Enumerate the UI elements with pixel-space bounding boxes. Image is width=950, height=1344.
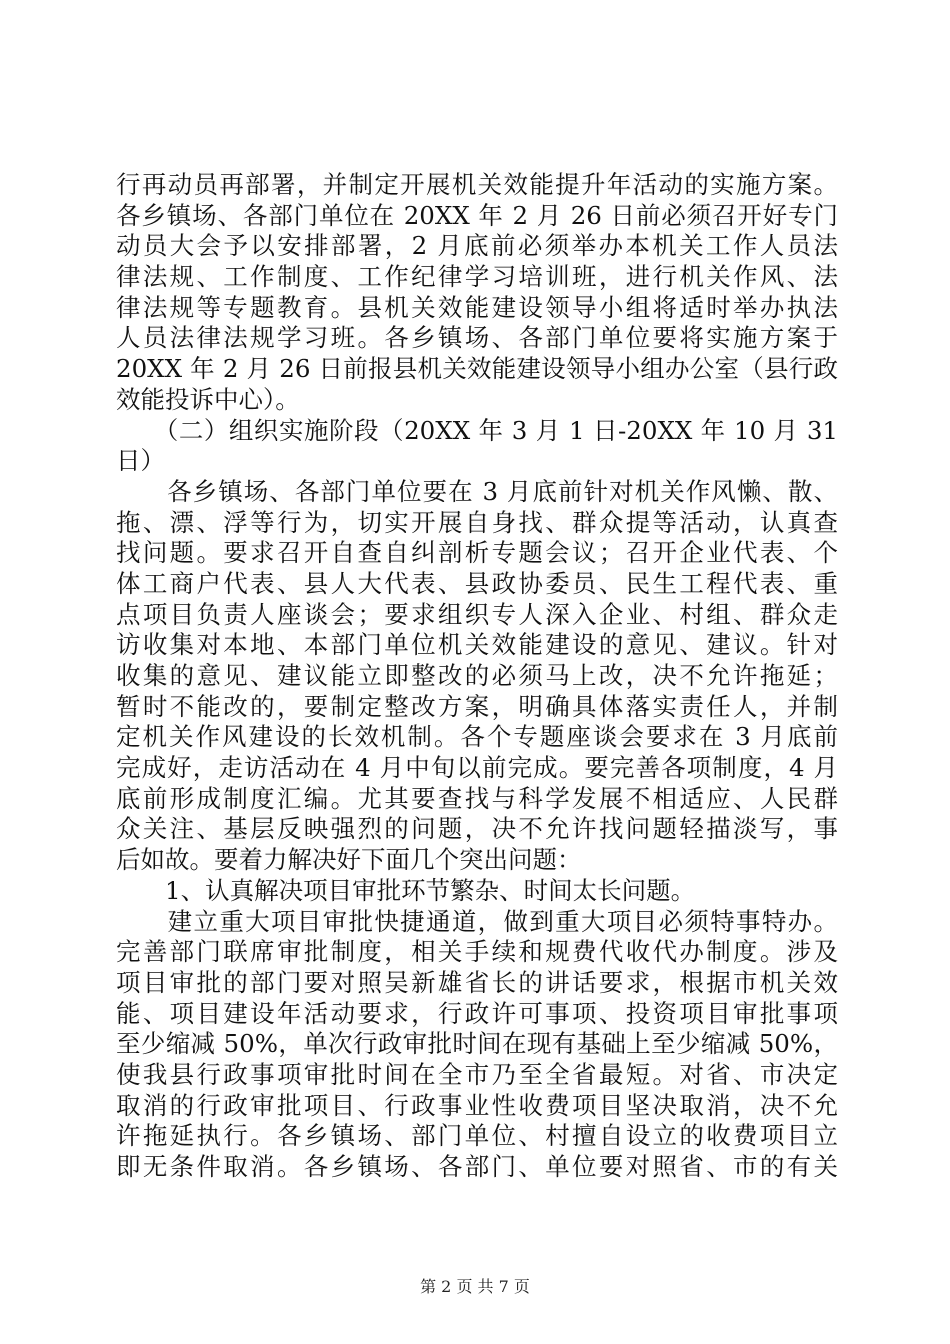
text-line: 暂时不能改的，要制定整改方案，明确具体落实责任人，并制 <box>116 691 838 721</box>
text-line: 取消的行政审批项目、行政事业性收费项目坚决取消，决不允 <box>116 1090 838 1120</box>
section-heading-cont: 日） <box>116 446 165 476</box>
numbered-item: 1、认真解决项目审批环节繁杂、时间太长问题。 <box>116 875 696 905</box>
text-line: 项目审批的部门要对照吴新雄省长的讲话要求，根据市机关效 <box>116 967 838 997</box>
text-line: 能、项目建设年活动要求，行政许可事项、投资项目审批事项 <box>116 998 838 1028</box>
text-line: 各乡镇场、各部门单位在 20XX 年 2 月 26 日前必须召开好专门 <box>116 200 838 230</box>
text-line: 后如故。要着力解决好下面几个突出问题： <box>116 845 582 875</box>
text-line: 体工商户代表、县人大代表、县政协委员、民生工程代表、重 <box>116 568 838 598</box>
text-line: 完善部门联席审批制度，相关手续和规费代收代办制度。涉及 <box>116 937 838 967</box>
text-line: 拖、漂、浮等行为，切实开展自身找、群众提等活动，认真查 <box>116 507 838 537</box>
body-text <box>116 170 838 1183</box>
text-line: 动员大会予以安排部署，2 月底前必须举办本机关工作人员法 <box>116 231 838 261</box>
text-line: 20XX 年 2 月 26 日前报县机关效能建设领导小组办公室（县行政 <box>116 354 838 384</box>
text-line: 律法规、工作制度、工作纪律学习培训班，进行机关作风、法 <box>116 262 838 292</box>
text-line: 底前形成制度汇编。尤其要查找与科学发展不相适应、人民群 <box>116 783 838 813</box>
text-line: 建立重大项目审批快捷通道，做到重大项目必须特事特办。 <box>116 906 838 936</box>
section-heading: （二）组织实施阶段（20XX 年 3 月 1 日-20XX 年 10 月 31 <box>116 415 838 445</box>
text-line: 各乡镇场、各部门单位要在 3 月底前针对机关作风懒、散、 <box>116 476 838 506</box>
text-line: 至少缩减 50%，单次行政审批时间在现有基础上至少缩减 50%， <box>116 1029 838 1059</box>
page-number-footer: 第 2 页 共 7 页 <box>420 1277 530 1296</box>
text-line: 人员法律法规学习班。各乡镇场、各部门单位要将实施方案于 <box>116 323 838 353</box>
text-line: 完成好，走访活动在 4 月中旬以前完成。要完善各项制度，4 月 <box>116 753 838 783</box>
text-line: 行再动员再部署，并制定开展机关效能提升年活动的实施方案。 <box>116 170 838 199</box>
text-line: 点项目负责人座谈会；要求组织专人深入企业、村组、群众走 <box>116 599 838 629</box>
text-line: 效能投诉中心）。 <box>116 384 300 414</box>
text-line: 律法规等专题教育。县机关效能建设领导小组将适时举办执法 <box>116 292 838 322</box>
text-line: 找问题。要求召开自查自纠剖析专题会议；召开企业代表、个 <box>116 538 838 568</box>
text-line: 即无条件取消。各乡镇场、各部门、单位要对照省、市的有关 <box>116 1152 838 1181</box>
text-line: 众关注、基层反映强烈的问题，决不允许找问题轻描淡写，事 <box>116 814 838 844</box>
text-line: 定机关作风建设的长效机制。各个专题座谈会要求在 3 月底前 <box>116 722 838 752</box>
text-line: 使我县行政事项审批时间在全市乃至全省最短。对省、市决定 <box>116 1059 838 1089</box>
text-line: 收集的意见、建议能立即整改的必须马上改，决不允许拖延； <box>116 661 838 690</box>
text-line: 许拖延执行。各乡镇场、部门单位、村擅自设立的收费项目立 <box>116 1121 838 1151</box>
text-line: 访收集对本地、本部门单位机关效能建设的意见、建议。针对 <box>116 630 838 660</box>
